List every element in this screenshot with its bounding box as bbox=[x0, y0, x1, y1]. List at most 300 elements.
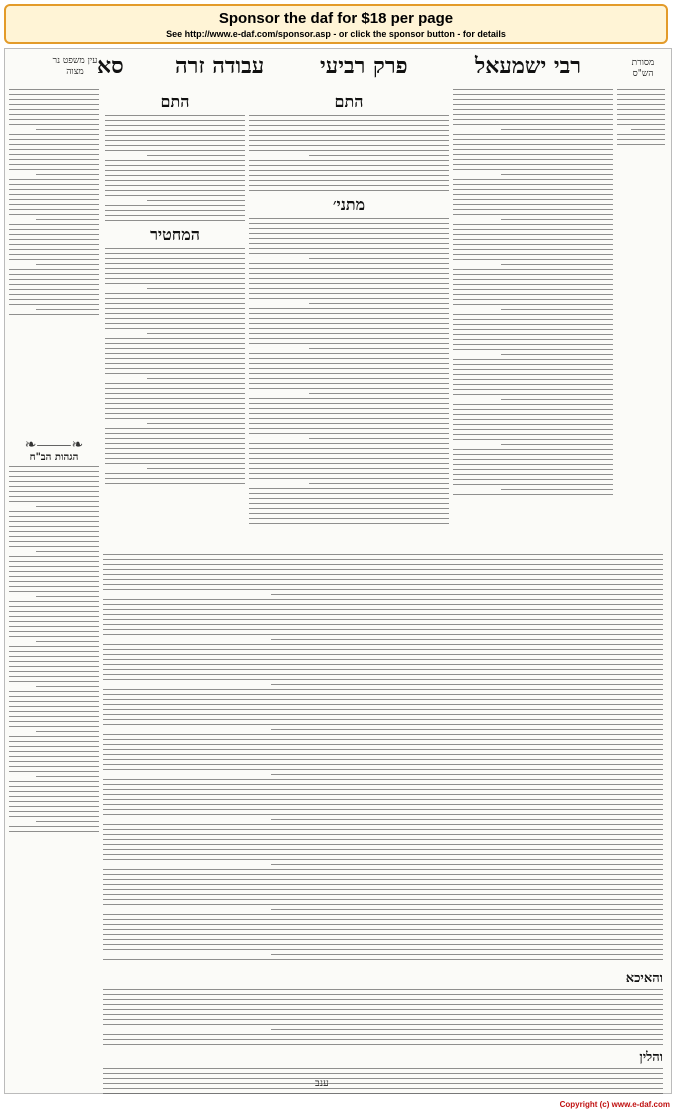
text-line bbox=[309, 155, 449, 156]
text-line bbox=[9, 476, 99, 477]
text-line bbox=[36, 264, 99, 265]
sponsor-subtitle[interactable]: See http://www.e-daf.com/sponsor.asp - or click the sponsor button - for details bbox=[166, 29, 506, 39]
text-line bbox=[9, 766, 99, 767]
text-line bbox=[103, 599, 663, 600]
mesorah-column bbox=[617, 89, 665, 389]
text-line bbox=[249, 458, 449, 459]
text-line bbox=[501, 444, 613, 445]
text-line bbox=[249, 218, 449, 219]
text-line bbox=[501, 399, 613, 400]
text-line bbox=[105, 438, 245, 439]
text-line bbox=[105, 115, 245, 116]
text-line bbox=[249, 358, 449, 359]
text-line bbox=[9, 471, 99, 472]
text-line bbox=[9, 501, 99, 502]
text-line bbox=[105, 303, 245, 304]
text-line bbox=[249, 463, 449, 464]
text-line bbox=[9, 691, 99, 692]
text-line bbox=[249, 363, 449, 364]
text-line bbox=[103, 1068, 663, 1069]
text-line bbox=[9, 636, 99, 637]
text-line bbox=[105, 473, 245, 474]
text-line bbox=[103, 824, 663, 825]
hagahot-heading: הגהות הב"ח bbox=[29, 452, 79, 463]
text-line bbox=[453, 104, 613, 105]
text-line bbox=[453, 339, 613, 340]
text-line bbox=[9, 314, 99, 315]
text-line bbox=[105, 253, 245, 254]
text-line bbox=[105, 343, 245, 344]
text-line bbox=[105, 388, 245, 389]
talmud-page bbox=[4, 48, 672, 1094]
text-line bbox=[9, 786, 99, 787]
gemara-column bbox=[249, 89, 449, 549]
text-line bbox=[9, 294, 99, 295]
text-line bbox=[36, 129, 99, 130]
vehaika-heading: והאיכא bbox=[625, 971, 663, 986]
text-line bbox=[9, 149, 99, 150]
text-line bbox=[103, 604, 663, 605]
text-line bbox=[9, 561, 99, 562]
text-line bbox=[249, 273, 449, 274]
text-line bbox=[9, 114, 99, 115]
text-line bbox=[617, 119, 665, 120]
text-line bbox=[249, 233, 449, 234]
text-line bbox=[105, 373, 245, 374]
text-line bbox=[103, 1073, 663, 1074]
text-line bbox=[453, 494, 613, 495]
lower-commentary bbox=[103, 554, 663, 964]
text-line bbox=[249, 468, 449, 469]
text-line bbox=[9, 646, 99, 647]
text-line bbox=[105, 338, 245, 339]
text-line bbox=[105, 353, 245, 354]
text-line bbox=[249, 185, 449, 186]
text-line bbox=[9, 254, 99, 255]
text-line bbox=[453, 229, 613, 230]
text-line bbox=[103, 919, 663, 920]
text-line bbox=[9, 239, 99, 240]
text-line bbox=[105, 258, 245, 259]
text-line bbox=[249, 170, 449, 171]
text-line bbox=[453, 254, 613, 255]
text-line bbox=[9, 666, 99, 667]
text-line bbox=[249, 238, 449, 239]
text-line bbox=[453, 269, 613, 270]
text-line bbox=[103, 714, 663, 715]
text-line bbox=[453, 279, 613, 280]
text-line bbox=[9, 179, 99, 180]
text-line bbox=[249, 498, 449, 499]
text-line bbox=[271, 909, 663, 910]
text-line bbox=[105, 443, 245, 444]
lower-commentary-end bbox=[103, 967, 663, 1087]
text-line bbox=[453, 144, 613, 145]
vehalin-heading: והלין bbox=[639, 1050, 663, 1065]
text-line bbox=[147, 155, 245, 156]
text-line bbox=[103, 559, 663, 560]
text-line bbox=[103, 649, 663, 650]
sponsor-banner[interactable] bbox=[4, 4, 668, 44]
text-line bbox=[453, 374, 613, 375]
text-line bbox=[249, 135, 449, 136]
text-line bbox=[9, 796, 99, 797]
text-line bbox=[249, 398, 449, 399]
copyright-link[interactable]: Copyright (c) www.e-daf.com bbox=[559, 1100, 670, 1109]
text-line bbox=[103, 759, 663, 760]
text-line bbox=[36, 731, 99, 732]
text-line bbox=[9, 224, 99, 225]
text-line bbox=[147, 333, 245, 334]
text-line bbox=[36, 596, 99, 597]
text-line bbox=[9, 304, 99, 305]
text-line bbox=[249, 428, 449, 429]
text-line bbox=[9, 771, 99, 772]
text-line bbox=[249, 243, 449, 244]
text-line bbox=[9, 606, 99, 607]
hagahot-text bbox=[9, 466, 99, 832]
text-line bbox=[453, 404, 613, 405]
text-line bbox=[9, 676, 99, 677]
text-line bbox=[249, 160, 449, 161]
text-line bbox=[249, 523, 449, 524]
text-line bbox=[9, 701, 99, 702]
text-line bbox=[249, 308, 449, 309]
text-line bbox=[9, 99, 99, 100]
text-line bbox=[103, 894, 663, 895]
text-line bbox=[9, 661, 99, 662]
text-line bbox=[103, 1088, 663, 1089]
text-line bbox=[501, 219, 613, 220]
text-line bbox=[9, 189, 99, 190]
text-line bbox=[105, 368, 245, 369]
text-line bbox=[271, 954, 663, 955]
text-line bbox=[9, 756, 99, 757]
text-line bbox=[103, 734, 663, 735]
text-line bbox=[453, 344, 613, 345]
text-line bbox=[249, 503, 449, 504]
text-line bbox=[249, 248, 449, 249]
text-line bbox=[103, 854, 663, 855]
text-line bbox=[271, 594, 663, 595]
text-line bbox=[103, 579, 663, 580]
text-line bbox=[453, 439, 613, 440]
text-line bbox=[9, 631, 99, 632]
text-line bbox=[249, 190, 449, 191]
text-line bbox=[9, 656, 99, 657]
text-line bbox=[103, 634, 663, 635]
text-line bbox=[9, 746, 99, 747]
text-line bbox=[103, 664, 663, 665]
text-line bbox=[249, 433, 449, 434]
text-line bbox=[105, 453, 245, 454]
text-line bbox=[103, 844, 663, 845]
ein-mishpat-column bbox=[9, 89, 99, 419]
text-line bbox=[453, 394, 613, 395]
text-line bbox=[103, 659, 663, 660]
text-line bbox=[453, 334, 613, 335]
text-line bbox=[9, 721, 99, 722]
text-line bbox=[249, 378, 449, 379]
text-line bbox=[249, 298, 449, 299]
text-line bbox=[36, 174, 99, 175]
text-line bbox=[103, 574, 663, 575]
sponsor-title[interactable]: Sponsor the daf for $18 per page bbox=[218, 10, 454, 27]
text-line bbox=[105, 210, 245, 211]
text-line bbox=[105, 463, 245, 464]
text-line bbox=[9, 576, 99, 577]
text-line bbox=[103, 834, 663, 835]
text-line bbox=[103, 779, 663, 780]
ein-mishpat-text bbox=[9, 89, 99, 315]
text-line bbox=[103, 754, 663, 755]
text-line bbox=[103, 724, 663, 725]
text-line bbox=[9, 526, 99, 527]
divider-ornament: ❧⸻❧ bbox=[24, 437, 84, 453]
text-line bbox=[9, 681, 99, 682]
text-line bbox=[249, 323, 449, 324]
text-line bbox=[103, 1014, 663, 1015]
text-line bbox=[9, 511, 99, 512]
text-line bbox=[453, 114, 613, 115]
header-tractate: עבודה זרה bbox=[175, 53, 265, 79]
text-line bbox=[9, 234, 99, 235]
text-line bbox=[105, 125, 245, 126]
text-line bbox=[453, 234, 613, 235]
text-line bbox=[9, 711, 99, 712]
text-line bbox=[103, 644, 663, 645]
text-line bbox=[103, 924, 663, 925]
text-line bbox=[501, 489, 613, 490]
text-line bbox=[103, 849, 663, 850]
text-line bbox=[103, 949, 663, 950]
text-line bbox=[9, 144, 99, 145]
lower-commentary-text bbox=[103, 554, 663, 960]
text-line bbox=[103, 829, 663, 830]
text-line bbox=[9, 119, 99, 120]
text-line bbox=[309, 348, 449, 349]
text-line bbox=[105, 130, 245, 131]
text-line bbox=[105, 433, 245, 434]
lower-commentary-tail bbox=[103, 989, 663, 1045]
text-line bbox=[617, 114, 665, 115]
text-line bbox=[453, 454, 613, 455]
text-line bbox=[9, 124, 99, 125]
text-line bbox=[9, 816, 99, 817]
text-line bbox=[103, 719, 663, 720]
text-line bbox=[105, 268, 245, 269]
text-line bbox=[103, 1019, 663, 1020]
text-line bbox=[105, 313, 245, 314]
text-line bbox=[9, 696, 99, 697]
text-line bbox=[105, 175, 245, 176]
gemara-text-top bbox=[249, 115, 449, 191]
text-line bbox=[105, 215, 245, 216]
text-line bbox=[9, 566, 99, 567]
text-line bbox=[453, 89, 613, 90]
text-line bbox=[453, 469, 613, 470]
text-line bbox=[103, 1004, 663, 1005]
text-line bbox=[9, 826, 99, 827]
text-line bbox=[249, 518, 449, 519]
text-line bbox=[249, 443, 449, 444]
text-line bbox=[9, 184, 99, 185]
text-line bbox=[9, 811, 99, 812]
text-line bbox=[453, 189, 613, 190]
text-line bbox=[249, 223, 449, 224]
text-line bbox=[249, 513, 449, 514]
text-line bbox=[9, 269, 99, 270]
text-line bbox=[105, 283, 245, 284]
tosafot-text-top bbox=[105, 115, 245, 221]
text-line bbox=[9, 536, 99, 537]
text-line bbox=[9, 546, 99, 547]
text-line bbox=[105, 248, 245, 249]
text-line bbox=[453, 94, 613, 95]
text-line bbox=[103, 614, 663, 615]
text-line bbox=[309, 393, 449, 394]
text-line bbox=[9, 259, 99, 260]
text-line bbox=[309, 438, 449, 439]
text-line bbox=[9, 521, 99, 522]
text-line bbox=[453, 364, 613, 365]
text-line bbox=[453, 294, 613, 295]
text-line bbox=[9, 671, 99, 672]
text-line bbox=[249, 333, 449, 334]
text-line bbox=[103, 739, 663, 740]
text-line bbox=[453, 259, 613, 260]
text-line bbox=[103, 944, 663, 945]
text-line bbox=[9, 556, 99, 557]
text-line bbox=[103, 804, 663, 805]
text-line bbox=[453, 319, 613, 320]
text-line bbox=[453, 304, 613, 305]
text-line bbox=[105, 120, 245, 121]
text-line bbox=[103, 1034, 663, 1035]
text-line bbox=[103, 744, 663, 745]
text-line bbox=[249, 388, 449, 389]
text-line bbox=[103, 564, 663, 565]
text-line bbox=[9, 109, 99, 110]
text-line bbox=[147, 378, 245, 379]
text-line bbox=[105, 403, 245, 404]
text-line bbox=[249, 140, 449, 141]
text-line bbox=[249, 150, 449, 151]
text-line bbox=[9, 299, 99, 300]
text-line bbox=[9, 516, 99, 517]
mishna-heading: מתני׳ bbox=[332, 195, 366, 214]
text-line bbox=[103, 1083, 663, 1084]
text-line bbox=[103, 914, 663, 915]
text-line bbox=[249, 453, 449, 454]
text-line bbox=[249, 293, 449, 294]
text-line bbox=[453, 409, 613, 410]
text-line bbox=[453, 329, 613, 330]
text-line bbox=[501, 129, 613, 130]
text-line bbox=[105, 298, 245, 299]
text-line bbox=[103, 814, 663, 815]
text-line bbox=[103, 799, 663, 800]
text-line bbox=[103, 784, 663, 785]
text-line bbox=[103, 699, 663, 700]
text-line bbox=[103, 1093, 663, 1094]
text-line bbox=[249, 408, 449, 409]
text-line bbox=[453, 179, 613, 180]
text-line bbox=[453, 299, 613, 300]
text-line bbox=[249, 493, 449, 494]
text-line bbox=[453, 119, 613, 120]
text-line bbox=[103, 884, 663, 885]
text-line bbox=[453, 324, 613, 325]
text-line bbox=[249, 313, 449, 314]
text-line bbox=[103, 619, 663, 620]
text-line bbox=[103, 704, 663, 705]
text-line bbox=[249, 508, 449, 509]
text-line bbox=[105, 323, 245, 324]
text-line bbox=[9, 706, 99, 707]
text-line bbox=[103, 989, 663, 990]
text-line bbox=[105, 195, 245, 196]
mesorah-heading: מסורת הש"ס bbox=[631, 58, 655, 79]
text-line bbox=[103, 934, 663, 935]
text-line bbox=[453, 464, 613, 465]
text-line bbox=[9, 199, 99, 200]
gemara-heading-hatam: התם bbox=[334, 92, 364, 111]
text-line bbox=[103, 589, 663, 590]
text-line bbox=[9, 751, 99, 752]
text-line bbox=[103, 1009, 663, 1010]
text-line bbox=[105, 478, 245, 479]
text-line bbox=[105, 160, 245, 161]
text-line bbox=[249, 418, 449, 419]
text-line bbox=[453, 429, 613, 430]
text-line bbox=[103, 624, 663, 625]
text-line bbox=[249, 268, 449, 269]
text-line bbox=[103, 994, 663, 995]
text-line bbox=[9, 626, 99, 627]
text-line bbox=[453, 204, 613, 205]
text-line bbox=[617, 99, 665, 100]
header-chapter-number: פרק רביעי bbox=[320, 53, 408, 79]
rashi-text bbox=[453, 89, 613, 495]
text-line bbox=[105, 185, 245, 186]
text-line bbox=[36, 506, 99, 507]
text-line bbox=[9, 134, 99, 135]
text-line bbox=[103, 764, 663, 765]
text-line bbox=[249, 175, 449, 176]
text-line bbox=[249, 368, 449, 369]
text-line bbox=[9, 581, 99, 582]
hagahot-column bbox=[9, 449, 99, 859]
text-line bbox=[9, 781, 99, 782]
text-line bbox=[453, 169, 613, 170]
text-line bbox=[453, 274, 613, 275]
text-line bbox=[249, 448, 449, 449]
text-line bbox=[105, 190, 245, 191]
text-line bbox=[9, 491, 99, 492]
text-line bbox=[9, 616, 99, 617]
text-line bbox=[103, 929, 663, 930]
text-line bbox=[453, 414, 613, 415]
text-line bbox=[36, 776, 99, 777]
text-line bbox=[249, 115, 449, 116]
tosafot-text-main bbox=[105, 248, 245, 484]
text-line bbox=[9, 611, 99, 612]
text-line bbox=[453, 139, 613, 140]
text-line bbox=[249, 228, 449, 229]
text-line bbox=[453, 314, 613, 315]
text-line bbox=[453, 239, 613, 240]
